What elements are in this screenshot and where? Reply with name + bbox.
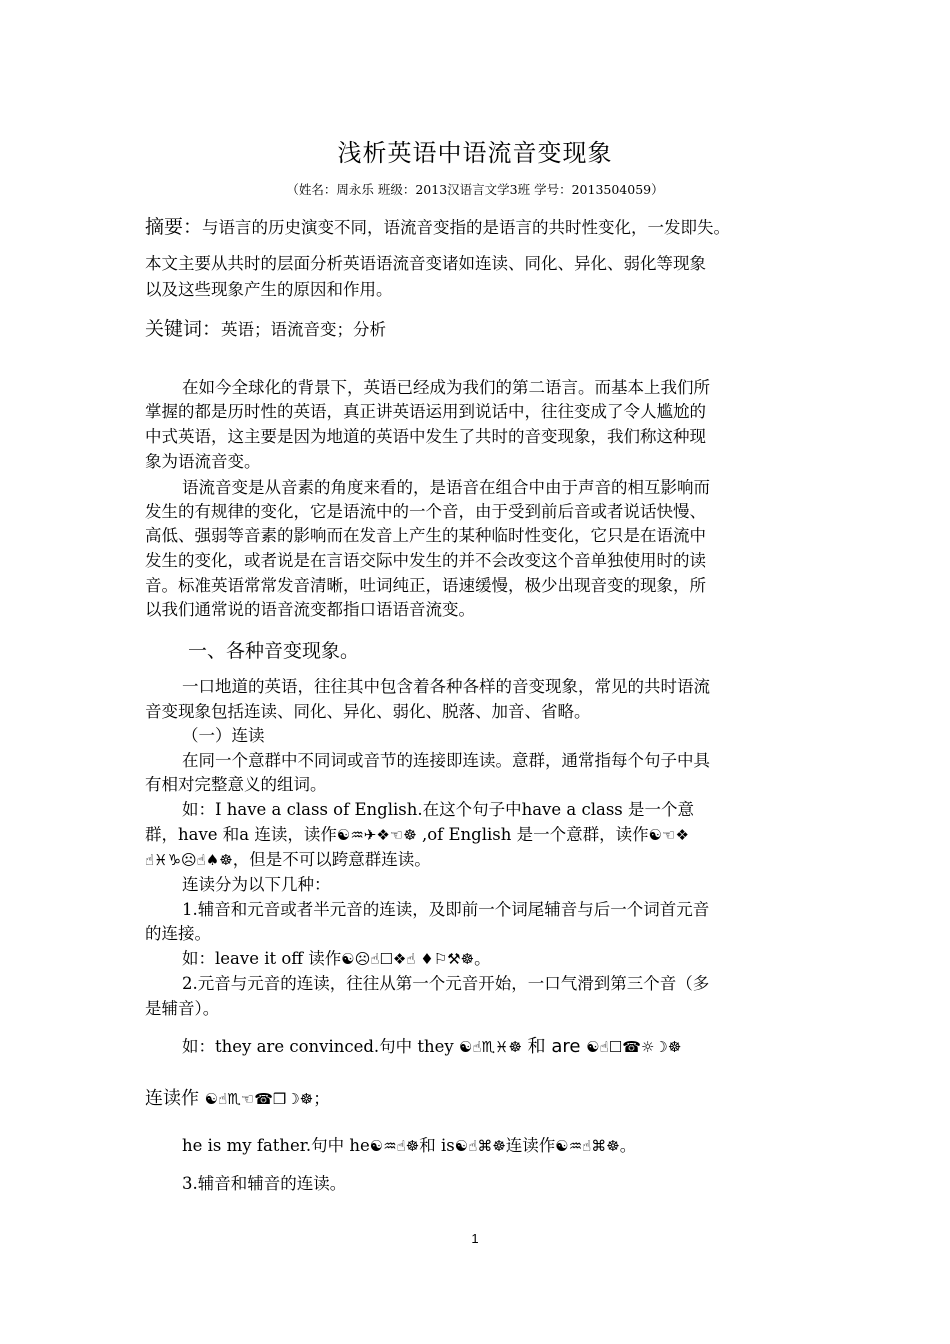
text-run: 连读作 — [145, 1088, 205, 1109]
paragraph-line — [145, 1084, 330, 1111]
text-run: ，但是不可以跨意群连读。 — [232, 850, 431, 869]
paragraph-line — [182, 1035, 681, 1059]
paragraph-line: 3.辅音和辅音的连读。 — [182, 1174, 347, 1193]
phonetic-symbols: ☯♒☝☸ — [369, 1137, 420, 1155]
document-title: 浅析英语中语流音变现象 — [337, 139, 613, 167]
paragraph-line: 象为语流音变。 — [145, 452, 261, 471]
paragraph-line: 音。标准英语常常发音清晰，吐词纯正，语速缓慢，极少出现音变的现象，所 — [145, 576, 706, 595]
abstract-label: 摘要： — [145, 216, 203, 238]
paragraph-line: 有相对完整意义的组词。 — [145, 775, 327, 794]
phonetic-symbols: ☯☜❖ — [648, 826, 689, 844]
keywords-text: 英语；语流音变；分析 — [221, 320, 387, 339]
paragraph-line: 1.辅音和元音或者半元音的连读，及即前一个词尾辅音与后一个词首元音 — [182, 900, 710, 919]
abstract-text-line1: 与语言的历史演变不同，语流音变指的是语言的共时性变化，一发即失。 — [202, 218, 731, 237]
paragraph-line: 以我们通常说的语音流变都指口语语音流变。 — [145, 600, 475, 619]
phonetic-symbols: ☯☹☝☐❖☝ ♦⚐⚒☸ — [341, 950, 475, 968]
text-run: 。 — [619, 1136, 637, 1155]
paragraph-line: 一口地道的英语，往往其中包含着各种各样的音变现象，常见的共时语流 — [182, 677, 710, 696]
abstract-text-line2: 本文主要从共时的层面分析英语语流音变诸如连读、同化、异化、弱化等现象 — [145, 254, 706, 273]
section-heading: 一、各种音变现象。 — [188, 640, 360, 662]
paragraph-line: 发生的变化，或者说是在言语交际中发生的并不会改变这个音单独使用时的读 — [145, 551, 706, 570]
paragraph-line: 是辅音）。 — [145, 999, 220, 1018]
phonetic-symbols: ☯♒☝⌘☸ — [555, 1137, 620, 1155]
paragraph-line — [145, 848, 431, 872]
phonetic-symbols: ☝♓♑☹☝♠☸ — [145, 851, 233, 869]
text-run: 连读作 — [505, 1136, 556, 1155]
paragraph-line — [182, 947, 491, 971]
paragraph-line: 在同一个意群中不同词或音节的连接即连读。意群，通常指每个句子中具 — [182, 751, 710, 770]
phonetic-symbols: ☯☝☐☎☼☽☸ — [586, 1038, 682, 1056]
paragraph-line: 连读分为以下几种： — [182, 875, 331, 894]
paragraph-line: 2.元音与元音的连读，往往从第一个元音开始，一口气滑到第三个音（多 — [182, 974, 710, 993]
paragraph-line: 如：I have a class of English.在这个句子中have a class 是一个意 — [182, 800, 694, 819]
text-run: 如：they are convinced.句中 they — [182, 1037, 459, 1056]
paragraph-line: 语流音变是从音素的角度来看的，是语音在组合中由于声音的相互影响而 — [182, 478, 710, 497]
paragraph-line: 中式英语，这主要是因为地道的英语中发生了共时的音变现象，我们称这种现 — [145, 427, 706, 446]
text-run: 群，have 和a 连读，读作 — [145, 825, 337, 844]
text-run: 和 are — [521, 1036, 587, 1057]
paragraph-line — [182, 1134, 636, 1158]
keywords-line — [145, 314, 386, 342]
keywords-label: 关键词： — [145, 318, 222, 340]
text-run: ,of English 是一个意群，读作 — [416, 825, 649, 844]
phonetic-symbols: ☯☝♏☜☎❒☽☸ — [204, 1090, 314, 1108]
page-number: 1 — [471, 1231, 479, 1246]
phonetic-symbols: ☯☝♏♓☸ — [459, 1038, 522, 1056]
paragraph-line — [145, 823, 689, 847]
phonetic-symbols: ☯♒✈❖☜☸ — [336, 826, 417, 844]
author-line: （姓名：周永乐 班级：2013汉语言文学3班 学号：2013504059） — [286, 182, 664, 197]
paragraph-line: 的连接。 — [145, 924, 211, 943]
paragraph-line: 高低、强弱等音素的影响而在发音上产生的某种临时性变化，它只是在语流中 — [145, 526, 706, 545]
abstract-text-line3: 以及这些现象产生的原因和作用。 — [145, 280, 393, 299]
paragraph-line: 掌握的都是历时性的英语，真正讲英语运用到说话中，往往变成了令人尴尬的 — [145, 402, 706, 421]
paragraph-line: 在如今全球化的背景下，英语已经成为我们的第二语言。而基本上我们所 — [182, 378, 710, 397]
paragraph-line: 音变现象包括连读、同化、异化、弱化、脱落、加音、省略。 — [145, 702, 591, 721]
text-run: he is my father.句中 he — [182, 1136, 370, 1155]
abstract-first-line — [145, 212, 730, 240]
text-run: 和 is — [419, 1136, 455, 1155]
phonetic-symbols: ☯☝⌘☸ — [454, 1137, 506, 1155]
paragraph-line: 发生的有规律的变化，它是语流中的一个音，由于受到前后音或者说话快慢、 — [145, 502, 706, 521]
text-run: 如：leave it off 读作 — [182, 949, 342, 968]
text-run: ； — [313, 1089, 330, 1108]
subsection-heading: （一）连读 — [182, 726, 265, 745]
text-run: 。 — [474, 949, 491, 968]
